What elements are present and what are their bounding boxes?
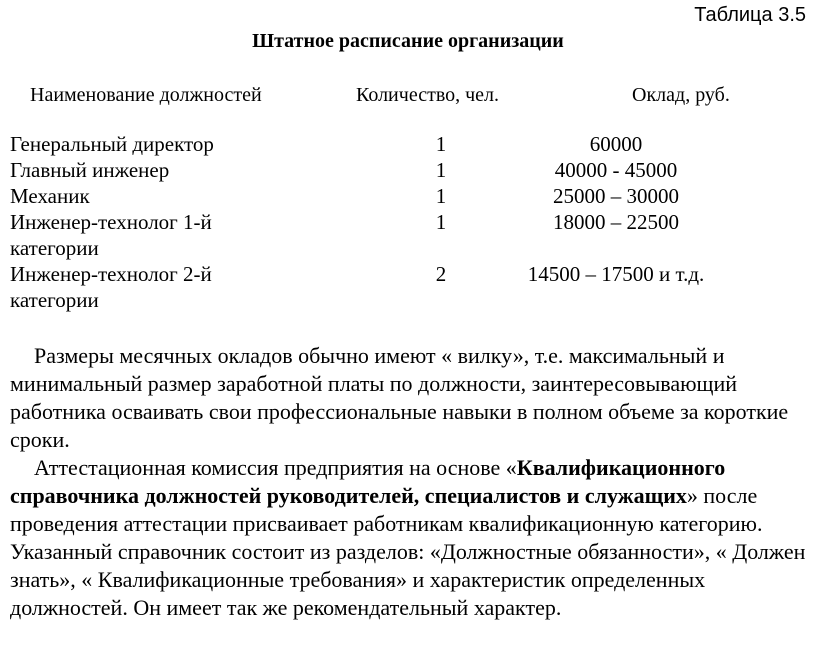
position-salary: 40000 - 45000	[554, 158, 678, 182]
position-salary: 25000 – 30000	[553, 184, 679, 208]
staff-table	[0, 131, 816, 313]
position-count: 1	[435, 132, 447, 156]
paragraph-salary-range: Размеры месячных окладов обычно имеют « вилку», т.е. максимальный и минимальный размер заработной платы по должности, заинтересовывающий работника осваивать свои профессиональные навыки в полном объеме за короткие сроки.	[10, 343, 789, 452]
position-name: Генеральный директор	[10, 132, 214, 156]
paragraph-attestation-end: » после проведения аттестации присваивает работникам квалификационную категорию. Указанный справочник состоит из разделов: «Должностные обязанности», « Должен знать», « Квалификационные требования» и характеристик определенных должностей. Он имеет так же рекомендательный характер.	[10, 483, 806, 620]
reference-title: Квалификационного справочника должностей руководителей, специалистов и служащих	[10, 455, 726, 508]
position-count: 1	[435, 210, 447, 234]
table-row	[0, 131, 816, 157]
position-name: Инженер-технолог 2-й категории	[10, 262, 212, 312]
body-text	[10, 342, 810, 622]
paragraph-attestation	[10, 454, 810, 622]
position-salary: 18000 – 22500	[553, 210, 679, 234]
position-name: Главный инженер	[10, 158, 170, 182]
paragraph-attestation-start: Аттестационная комиссия предприятия на основе «	[34, 455, 517, 480]
position-count: 1	[435, 184, 447, 208]
position-count: 2	[435, 262, 447, 286]
table-row	[0, 183, 816, 209]
column-header-salary: Оклад, руб.	[632, 84, 730, 106]
position-salary: 14500 – 17500 и т.д.	[527, 262, 705, 286]
column-header-name: Наименование должностей	[30, 84, 262, 106]
position-name: Инженер-технолог 1-й категории	[10, 210, 212, 260]
column-header-count: Количество, чел.	[356, 84, 500, 106]
position-name: Механик	[10, 184, 90, 208]
table-number: Таблица 3.5	[694, 4, 806, 26]
table-row	[0, 261, 816, 313]
table-row	[0, 157, 816, 183]
position-count: 1	[435, 158, 447, 182]
position-salary: 60000	[589, 132, 643, 156]
table-row	[0, 209, 816, 261]
table-title: Штатное расписание организации	[252, 30, 564, 52]
